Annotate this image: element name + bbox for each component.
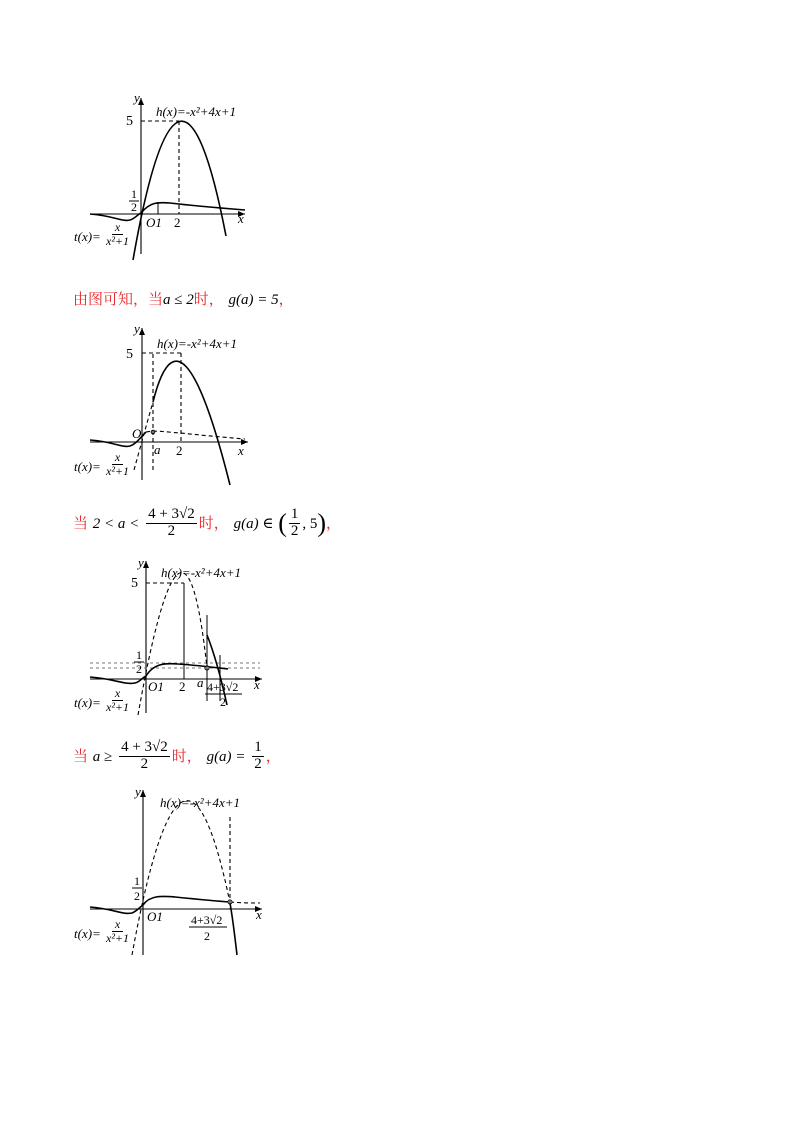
tick-a: a (197, 675, 204, 690)
h-label: h(x)=-x²+4x+1 (161, 565, 242, 580)
note-2-close: ) (317, 508, 327, 538)
root-num: 4+3√2 (207, 680, 239, 694)
tick-5: 5 (126, 114, 133, 129)
h-label: h(x)=-x²+4x+1 (156, 104, 237, 119)
note-3-half-den: 2 (254, 755, 262, 772)
note-1-cond: a ≤ 2 (163, 292, 194, 308)
t-den: x²+1 (106, 233, 130, 248)
tick-2: 2 (176, 443, 183, 458)
note-3-end: ， (265, 746, 281, 765)
t-label-fraction (104, 687, 131, 713)
note-1 (73, 288, 294, 309)
note-3 (73, 740, 281, 773)
note-1-mid: 时， (193, 290, 224, 308)
note-2-half (289, 507, 301, 540)
t-label-prefix: t(x)= (74, 926, 101, 941)
note-1-end: ， (278, 290, 294, 308)
figure-3 (70, 555, 280, 715)
y-axis-arrow (143, 561, 149, 568)
h-label: h(x)=-x²+4x+1 (160, 795, 241, 810)
origin-label: O (132, 426, 142, 441)
half-num: 1 (136, 648, 142, 662)
t-num: x (112, 918, 123, 932)
half-den: 2 (131, 200, 137, 214)
h-label: h(x)=-x²+4x+1 (157, 336, 238, 351)
tick-a: a (154, 442, 161, 457)
tick-2: 2 (179, 679, 186, 694)
y-axis-arrow (139, 328, 145, 335)
note-2-half-num: 1 (290, 506, 299, 522)
half-num: 1 (134, 874, 140, 888)
tick-2: 2 (174, 215, 181, 230)
note-2-g: g(a) ∈ (233, 515, 274, 532)
note-2-fraction (146, 507, 197, 540)
note-3-frac-den: 2 (140, 755, 149, 772)
note-2-end: ， (326, 513, 342, 532)
root-num: 4+3√2 (191, 913, 223, 927)
note-3-fraction (119, 740, 170, 773)
origin-label: O1 (148, 679, 164, 694)
note-2-start: 当 (73, 513, 89, 532)
note-2-mid: 时， (198, 513, 229, 532)
t-num: x (112, 451, 123, 465)
x-axis-label: x (256, 907, 262, 922)
note-2-rest: , 5 (302, 515, 318, 532)
half-den: 2 (134, 889, 140, 903)
note-3-cond: a ≥ (92, 748, 113, 765)
t-label-prefix: t(x)= (74, 229, 101, 244)
t-curve-dashed (146, 431, 245, 439)
half-den: 2 (136, 662, 142, 676)
y-axis-label: y (135, 784, 141, 799)
t-label-prefix: t(x)= (74, 695, 101, 710)
h-curve (230, 903, 237, 955)
h-curve (153, 361, 230, 485)
note-3-half (252, 740, 264, 773)
y-axis-label: y (138, 555, 144, 570)
note-2-cond: 2 < a < (92, 515, 140, 532)
t-den: x²+1 (106, 699, 130, 714)
note-2-frac-den: 2 (167, 522, 176, 539)
y-axis-arrow (140, 790, 146, 797)
t-label-prefix: t(x)= (74, 459, 101, 474)
note-3-half-num: 1 (254, 739, 262, 755)
figure-4 (70, 785, 280, 960)
note-1-math: g(a) = 5 (228, 292, 279, 308)
t-num: x (112, 687, 123, 701)
note-1-text: 由图可知，当 (73, 290, 164, 308)
x-axis-label: x (254, 677, 260, 692)
t-label-fraction (104, 451, 131, 477)
t-label-fraction (104, 918, 131, 944)
y-axis-label: y (134, 321, 140, 336)
t-den: x²+1 (106, 930, 130, 945)
note-3-frac-num: 4 + 3√2 (121, 739, 168, 755)
note-2-half-den: 2 (290, 522, 299, 539)
t-curve-dashed (230, 902, 260, 903)
tick-5: 5 (126, 347, 133, 362)
h-curve-dashed (132, 801, 230, 955)
t-label-fraction (104, 221, 131, 247)
note-2-frac-num: 4 + 3√2 (148, 506, 195, 522)
root-den: 2 (204, 929, 210, 943)
y-axis-label: y (134, 90, 140, 105)
x-axis-label: x (238, 211, 244, 226)
x-axis-label: x (238, 443, 244, 458)
tick-5: 5 (131, 576, 138, 591)
t-den: x²+1 (106, 463, 130, 478)
note-3-start: 当 (73, 746, 89, 765)
half-num: 1 (131, 187, 137, 201)
origin-label: O1 (147, 909, 163, 924)
note-2 (73, 507, 341, 540)
note-2-open: ( (278, 508, 287, 538)
t-num: x (112, 221, 123, 235)
origin-label: O1 (146, 215, 162, 230)
note-3-mid: 时， (171, 746, 202, 765)
note-3-g: g(a) = (206, 748, 246, 765)
root-den: 2 (220, 695, 226, 709)
